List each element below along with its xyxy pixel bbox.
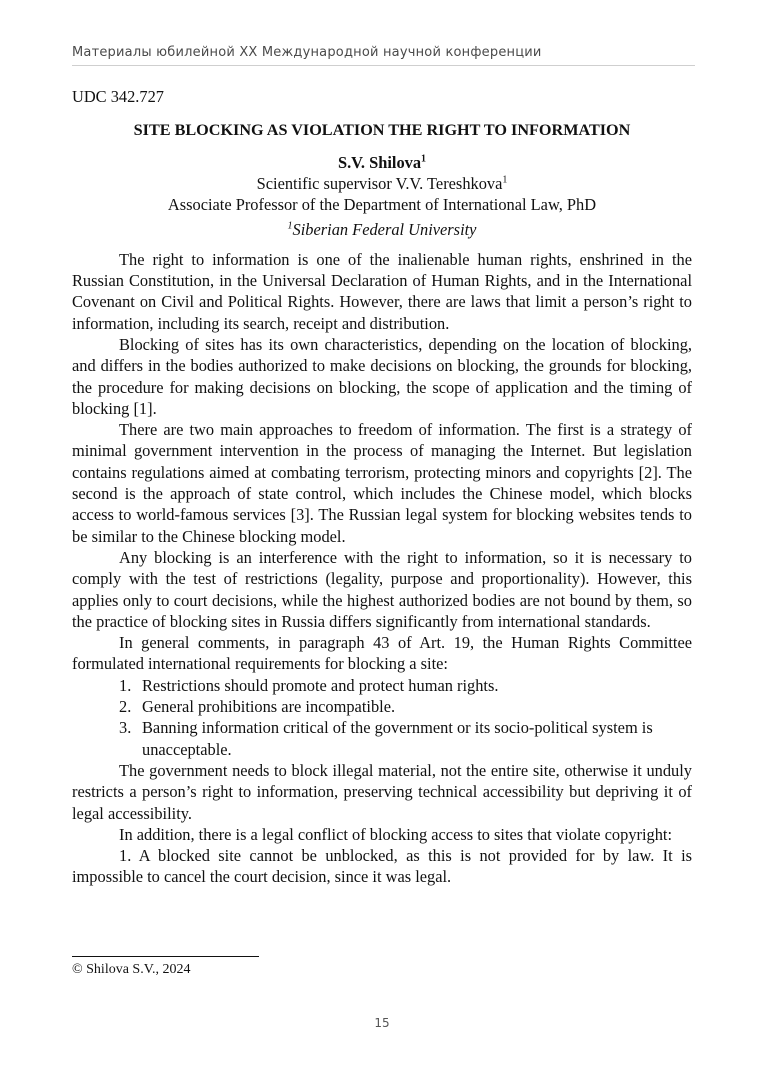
article-body [72, 80, 692, 888]
header-divider [72, 65, 695, 66]
running-header: Материалы юбилейной XX Международной научной конференции [72, 45, 542, 60]
list-item [72, 717, 692, 760]
list-item-text: General prohibitions are incompatible. [142, 697, 396, 717]
paragraph: Blocking of sites has its own characteristics, depending on the location of blocking, and differs in the bodies authorized to make decisions on blocking, the grounds for blocking, the procedure for making decisions on blocking, the scope of application and the timing of blocking [1]. [72, 334, 692, 418]
paragraph: 1. A blocked site cannot be unblocked, as this is not provided for by law. It is impossible to cancel the court decision, since it was legal. [72, 846, 692, 887]
author-name [72, 152, 692, 173]
supervisor-position: Associate Professor of the Department of International Law, PhD [167, 195, 597, 215]
affiliation [72, 219, 692, 240]
supervisor-text: Scientific supervisor V.V. Tereshkova [256, 173, 503, 193]
author-superscript: 1 [421, 153, 427, 165]
footnote-copyright: © Shilova S.V., 2024 [72, 962, 191, 977]
list-item [72, 675, 692, 696]
list-item [72, 696, 692, 717]
list-item-text: Banning information critical of the government or its socio-political system is unacceptable. [142, 718, 653, 759]
paragraph: The government needs to block illegal material, not the entire site, otherwise it unduly restricts a person’s right to information, preserving technical accessibility but depriving it of legal accessibility. [72, 760, 692, 823]
udc-code: UDC 342.727 [72, 87, 164, 106]
author-name-text: S.V. Shilova [337, 152, 422, 172]
affiliation-text: Siberian Federal University [292, 220, 477, 240]
paragraph: In addition, there is a legal conflict of blocking access to sites that violate copyright: [119, 824, 673, 844]
supervisor-line [72, 173, 692, 194]
requirements-list [72, 675, 692, 760]
paragraph: Any blocking is an interference with the right to information, so it is necessary to comply with the test of restrictions (legality, purpose and proportionality). However, this applies only to court decisions, while the highest authorized bodies are not bound by them, so the practice of blocking sites in Russia differs significantly from international standards. [72, 547, 692, 631]
list-item-number: 2. [119, 697, 132, 717]
list-item-number: 3. [119, 718, 132, 738]
paragraph: There are two main approaches to freedom of information. The first is a strategy of minimal government intervention in the process of managing the Internet. But legislation contains regulations aimed at combating terrorism, protecting minors and copyrights [2]. The second is the approach of state control, which includes the Chinese model, which blocks access to world-famous services [3]. The Russian legal system for blocking websites tends to be similar to the Chinese blocking model. [72, 420, 692, 546]
supervisor-superscript: 1 [502, 174, 508, 186]
affiliation-superscript: 1 [287, 221, 293, 233]
page-number: 15 [374, 1016, 390, 1030]
list-item-text: Restrictions should promote and protect human rights. [142, 675, 499, 695]
footnote-divider [72, 956, 259, 957]
paragraph: In general comments, in paragraph 43 of Art. 19, the Human Rights Committee formulated international requirements for blocking a site: [72, 633, 692, 674]
paragraph: The right to information is one of the inalienable human rights, enshrined in the Russian Constitution, in the Universal Declaration of Human Rights, and in the International Covenant on Civil and Political Rights. However, there are laws that limit a person’s right to information, including its search, receipt and distribution. [72, 249, 692, 333]
list-item-number: 1. [119, 675, 132, 695]
article-title: SITE BLOCKING AS VIOLATION THE RIGHT TO INFORMATION [133, 121, 631, 140]
